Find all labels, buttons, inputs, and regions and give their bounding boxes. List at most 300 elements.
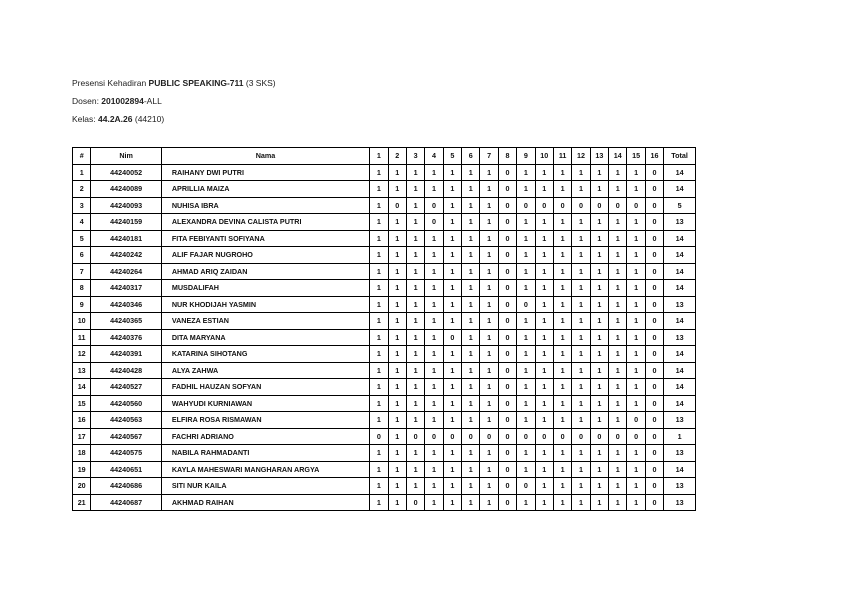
attendance-cell: 1 [425,379,443,396]
column-header: 5 [443,148,461,165]
attendance-cell: 1 [590,362,608,379]
attendance-cell: 1 [553,379,571,396]
attendance-cell: 1 [388,461,406,478]
attendance-cell: 1 [425,346,443,363]
attendance-cell: 1 [517,181,535,198]
attendance-cell: 1 [572,445,590,462]
attendance-cell: 1 [553,263,571,280]
class-id: (44210) [132,114,165,124]
student-nim: 44240317 [91,280,161,297]
attendance-cell: 1 [572,263,590,280]
row-number: 14 [73,379,91,396]
attendance-cell: 1 [388,313,406,330]
row-number: 21 [73,494,91,511]
attendance-cell: 1 [572,412,590,429]
attendance-cell: 1 [517,263,535,280]
attendance-cell: 1 [388,214,406,231]
attendance-cell: 1 [480,362,498,379]
attendance-cell: 1 [370,247,388,264]
attendance-cell: 1 [553,494,571,511]
attendance-cell: 1 [388,181,406,198]
student-nim: 44240527 [91,379,161,396]
attendance-cell: 1 [627,445,645,462]
attendance-cell: 0 [645,197,663,214]
attendance-cell: 0 [498,164,516,181]
attendance-cell: 1 [406,164,424,181]
attendance-cell: 1 [590,478,608,495]
attendance-cell: 1 [388,296,406,313]
attendance-cell: 1 [553,296,571,313]
student-nim: 44240346 [91,296,161,313]
table-body [73,164,696,511]
attendance-cell: 0 [498,346,516,363]
student-name: KATARINA SIHOTANG [161,346,369,363]
attendance-cell: 1 [425,412,443,429]
attendance-cell: 1 [480,181,498,198]
attendance-cell: 0 [498,280,516,297]
row-number: 4 [73,214,91,231]
attendance-cell: 1 [443,313,461,330]
attendance-cell: 1 [370,379,388,396]
attendance-cell: 1 [480,164,498,181]
attendance-cell: 1 [406,412,424,429]
attendance-cell: 1 [480,263,498,280]
attendance-cell: 1 [535,296,553,313]
attendance-cell: 1 [535,478,553,495]
row-number: 11 [73,329,91,346]
attendance-cell: 1 [590,247,608,264]
attendance-cell: 1 [609,263,627,280]
row-number: 15 [73,395,91,412]
column-header: 8 [498,148,516,165]
row-number: 10 [73,313,91,330]
attendance-cell: 0 [388,197,406,214]
attendance-cell: 1 [627,280,645,297]
attendance-cell: 1 [425,494,443,511]
table-row [73,197,696,214]
attendance-cell: 0 [627,197,645,214]
attendance-cell: 1 [388,494,406,511]
attendance-cell: 1 [572,346,590,363]
attendance-cell: 0 [498,329,516,346]
attendance-cell: 1 [388,346,406,363]
table-row [73,445,696,462]
attendance-cell: 0 [498,296,516,313]
attendance-cell: 1 [535,494,553,511]
attendance-cell: 1 [553,445,571,462]
attendance-cell: 1 [388,412,406,429]
attendance-cell: 1 [553,247,571,264]
attendance-cell: 1 [553,329,571,346]
attendance-cell: 1 [388,247,406,264]
attendance-total: 14 [664,379,696,396]
attendance-cell: 0 [645,247,663,264]
attendance-cell: 0 [645,494,663,511]
column-header: Nim [91,148,161,165]
attendance-cell: 1 [443,445,461,462]
row-number: 20 [73,478,91,495]
attendance-cell: 1 [480,329,498,346]
student-name: NABILA RAHMADANTI [161,445,369,462]
student-nim: 44240428 [91,362,161,379]
attendance-cell: 1 [370,313,388,330]
attendance-cell: 1 [370,181,388,198]
attendance-cell: 1 [609,181,627,198]
attendance-cell: 0 [498,214,516,231]
attendance-cell: 0 [406,494,424,511]
attendance-cell: 1 [462,313,480,330]
attendance-cell: 0 [498,230,516,247]
attendance-cell: 0 [590,428,608,445]
attendance-cell: 1 [553,280,571,297]
attendance-cell: 1 [535,214,553,231]
attendance-cell: 1 [406,214,424,231]
attendance-cell: 1 [535,313,553,330]
attendance-cell: 1 [388,379,406,396]
table-row [73,346,696,363]
attendance-cell: 1 [425,445,443,462]
attendance-cell: 1 [609,296,627,313]
attendance-total: 14 [664,247,696,264]
attendance-cell: 1 [370,197,388,214]
attendance-cell: 1 [370,395,388,412]
attendance-cell: 1 [553,478,571,495]
attendance-cell: 0 [517,428,535,445]
attendance-cell: 1 [572,379,590,396]
student-nim: 44240242 [91,247,161,264]
attendance-cell: 1 [517,395,535,412]
row-number: 19 [73,461,91,478]
attendance-cell: 1 [609,412,627,429]
attendance-cell: 1 [370,263,388,280]
student-nim: 44240651 [91,461,161,478]
attendance-cell: 0 [498,395,516,412]
attendance-cell: 1 [462,478,480,495]
attendance-cell: 1 [535,247,553,264]
attendance-cell: 0 [645,445,663,462]
column-header: Nama [161,148,369,165]
attendance-cell: 1 [517,230,535,247]
attendance-cell: 1 [370,214,388,231]
attendance-cell: 1 [517,214,535,231]
attendance-total: 14 [664,181,696,198]
row-number: 8 [73,280,91,297]
attendance-cell: 1 [480,445,498,462]
attendance-cell: 1 [443,263,461,280]
attendance-cell: 1 [443,461,461,478]
attendance-cell: 1 [425,247,443,264]
attendance-total: 13 [664,478,696,495]
attendance-cell: 1 [370,461,388,478]
attendance-cell: 0 [498,379,516,396]
attendance-cell: 1 [590,181,608,198]
table-row [73,280,696,297]
attendance-cell: 1 [462,329,480,346]
attendance-cell: 1 [535,362,553,379]
attendance-cell: 0 [590,197,608,214]
attendance-cell: 0 [627,428,645,445]
attendance-cell: 0 [645,230,663,247]
attendance-cell: 0 [645,164,663,181]
attendance-cell: 1 [572,313,590,330]
attendance-cell: 1 [609,230,627,247]
attendance-cell: 1 [535,461,553,478]
column-header: 10 [535,148,553,165]
student-nim: 44240391 [91,346,161,363]
lecturer-id: 201002894 [101,96,144,106]
attendance-cell: 1 [609,362,627,379]
attendance-cell: 1 [480,395,498,412]
attendance-cell: 1 [572,395,590,412]
attendance-cell: 1 [370,412,388,429]
attendance-cell: 1 [406,313,424,330]
attendance-cell: 1 [443,362,461,379]
attendance-cell: 1 [627,230,645,247]
attendance-cell: 1 [627,214,645,231]
column-header: 14 [609,148,627,165]
attendance-cell: 1 [535,412,553,429]
attendance-cell: 1 [425,230,443,247]
attendance-cell: 1 [590,395,608,412]
attendance-cell: 1 [609,461,627,478]
attendance-cell: 1 [590,263,608,280]
attendance-total: 14 [664,164,696,181]
attendance-cell: 1 [462,247,480,264]
attendance-cell: 1 [517,412,535,429]
column-header: 15 [627,148,645,165]
column-header: # [73,148,91,165]
attendance-total: 14 [664,263,696,280]
attendance-cell: 1 [443,164,461,181]
attendance-cell: 1 [406,362,424,379]
column-header: 4 [425,148,443,165]
column-header: 12 [572,148,590,165]
student-name: RAIHANY DWI PUTRI [161,164,369,181]
attendance-cell: 0 [498,428,516,445]
attendance-cell: 1 [590,461,608,478]
attendance-cell: 1 [517,346,535,363]
attendance-cell: 0 [645,263,663,280]
attendance-cell: 0 [645,428,663,445]
attendance-cell: 1 [462,164,480,181]
course-name: PUBLIC SPEAKING-711 [148,78,244,88]
student-nim: 44240686 [91,478,161,495]
attendance-cell: 1 [480,379,498,396]
attendance-cell: 1 [480,494,498,511]
column-header: 1 [370,148,388,165]
attendance-cell: 1 [572,247,590,264]
attendance-cell: 1 [572,230,590,247]
attendance-cell: 1 [370,329,388,346]
attendance-cell: 1 [388,445,406,462]
attendance-cell: 1 [590,329,608,346]
attendance-cell: 1 [370,346,388,363]
attendance-cell: 1 [590,379,608,396]
table-row [73,478,696,495]
attendance-cell: 0 [535,428,553,445]
attendance-cell: 1 [370,478,388,495]
attendance-cell: 1 [627,346,645,363]
attendance-cell: 1 [406,346,424,363]
attendance-cell: 1 [627,263,645,280]
student-name: ALYA ZAHWA [161,362,369,379]
attendance-cell: 1 [443,280,461,297]
attendance-cell: 1 [443,346,461,363]
attendance-total: 13 [664,214,696,231]
attendance-cell: 0 [498,445,516,462]
attendance-cell: 1 [517,445,535,462]
student-name: KAYLA MAHESWARI MANGHARAN ARGYA [161,461,369,478]
attendance-total: 13 [664,494,696,511]
attendance-cell: 1 [462,412,480,429]
attendance-cell: 1 [609,445,627,462]
attendance-cell: 0 [645,280,663,297]
attendance-cell: 1 [590,494,608,511]
student-name: SITI NUR KAILA [161,478,369,495]
row-number: 16 [73,412,91,429]
attendance-cell: 1 [553,362,571,379]
attendance-cell: 1 [406,263,424,280]
attendance-cell: 0 [535,197,553,214]
attendance-cell: 1 [572,494,590,511]
attendance-cell: 1 [627,461,645,478]
attendance-cell: 1 [462,461,480,478]
attendance-cell: 1 [406,296,424,313]
attendance-cell: 1 [627,362,645,379]
student-name: WAHYUDI KURNIAWAN [161,395,369,412]
row-number: 13 [73,362,91,379]
attendance-cell: 1 [406,445,424,462]
attendance-cell: 1 [535,445,553,462]
student-name: MUSDALIFAH [161,280,369,297]
attendance-cell: 1 [480,412,498,429]
row-number: 7 [73,263,91,280]
attendance-cell: 1 [572,329,590,346]
attendance-total: 14 [664,362,696,379]
attendance-cell: 1 [590,445,608,462]
attendance-cell: 0 [645,313,663,330]
student-nim: 44240089 [91,181,161,198]
attendance-cell: 1 [425,362,443,379]
row-number: 5 [73,230,91,247]
attendance-cell: 1 [609,164,627,181]
attendance-cell: 1 [609,494,627,511]
attendance-total: 14 [664,313,696,330]
table-row [73,296,696,313]
attendance-cell: 1 [572,280,590,297]
column-header: 2 [388,148,406,165]
attendance-cell: 1 [517,362,535,379]
student-nim: 44240264 [91,263,161,280]
attendance-cell: 1 [406,461,424,478]
attendance-cell: 1 [425,395,443,412]
attendance-cell: 1 [443,395,461,412]
student-name: ALIF FAJAR NUGROHO [161,247,369,264]
attendance-cell: 1 [388,395,406,412]
student-nim: 44240563 [91,412,161,429]
attendance-cell: 1 [609,214,627,231]
attendance-cell: 1 [462,280,480,297]
attendance-cell: 1 [535,230,553,247]
course-credits: (3 SKS) [243,78,276,88]
attendance-cell: 1 [553,395,571,412]
attendance-cell: 0 [553,197,571,214]
table-row [73,181,696,198]
table-row [73,379,696,396]
attendance-cell: 1 [609,329,627,346]
attendance-cell: 1 [480,478,498,495]
attendance-cell: 1 [370,362,388,379]
attendance-cell: 1 [443,494,461,511]
attendance-cell: 1 [370,494,388,511]
attendance-cell: 0 [645,395,663,412]
student-name: NUR KHODIJAH YASMIN [161,296,369,313]
attendance-cell: 1 [553,164,571,181]
attendance-cell: 1 [370,164,388,181]
row-number: 3 [73,197,91,214]
attendance-cell: 1 [425,478,443,495]
student-name: ALEXANDRA DEVINA CALISTA PUTRI [161,214,369,231]
attendance-cell: 1 [590,164,608,181]
attendance-cell: 1 [370,445,388,462]
table-row [73,263,696,280]
attendance-cell: 1 [590,280,608,297]
attendance-cell: 1 [517,247,535,264]
attendance-cell: 1 [553,181,571,198]
attendance-cell: 0 [425,197,443,214]
attendance-cell: 0 [645,478,663,495]
attendance-total: 13 [664,412,696,429]
attendance-cell: 0 [462,428,480,445]
student-nim: 44240159 [91,214,161,231]
attendance-cell: 1 [406,197,424,214]
attendance-total: 13 [664,329,696,346]
attendance-cell: 0 [609,197,627,214]
attendance-cell: 0 [498,313,516,330]
attendance-cell: 0 [517,197,535,214]
attendance-cell: 0 [645,181,663,198]
attendance-total: 1 [664,428,696,445]
attendance-cell: 1 [572,362,590,379]
attendance-cell: 1 [535,263,553,280]
attendance-cell: 1 [425,296,443,313]
attendance-cell: 1 [553,461,571,478]
attendance-cell: 1 [517,329,535,346]
attendance-cell: 1 [535,329,553,346]
attendance-cell: 0 [498,412,516,429]
student-nim: 44240575 [91,445,161,462]
student-nim: 44240567 [91,428,161,445]
table-row [73,494,696,511]
attendance-cell: 1 [572,478,590,495]
attendance-cell: 0 [498,461,516,478]
attendance-cell: 1 [425,181,443,198]
attendance-cell: 1 [388,362,406,379]
row-number: 6 [73,247,91,264]
attendance-cell: 1 [535,395,553,412]
attendance-cell: 1 [590,412,608,429]
attendance-cell: 1 [517,280,535,297]
attendance-cell: 0 [553,428,571,445]
attendance-cell: 1 [480,461,498,478]
attendance-cell: 1 [572,164,590,181]
student-name: DITA MARYANA [161,329,369,346]
attendance-cell: 1 [462,296,480,313]
course-line [72,74,276,92]
attendance-cell: 1 [590,346,608,363]
attendance-cell: 1 [627,296,645,313]
attendance-cell: 1 [590,313,608,330]
